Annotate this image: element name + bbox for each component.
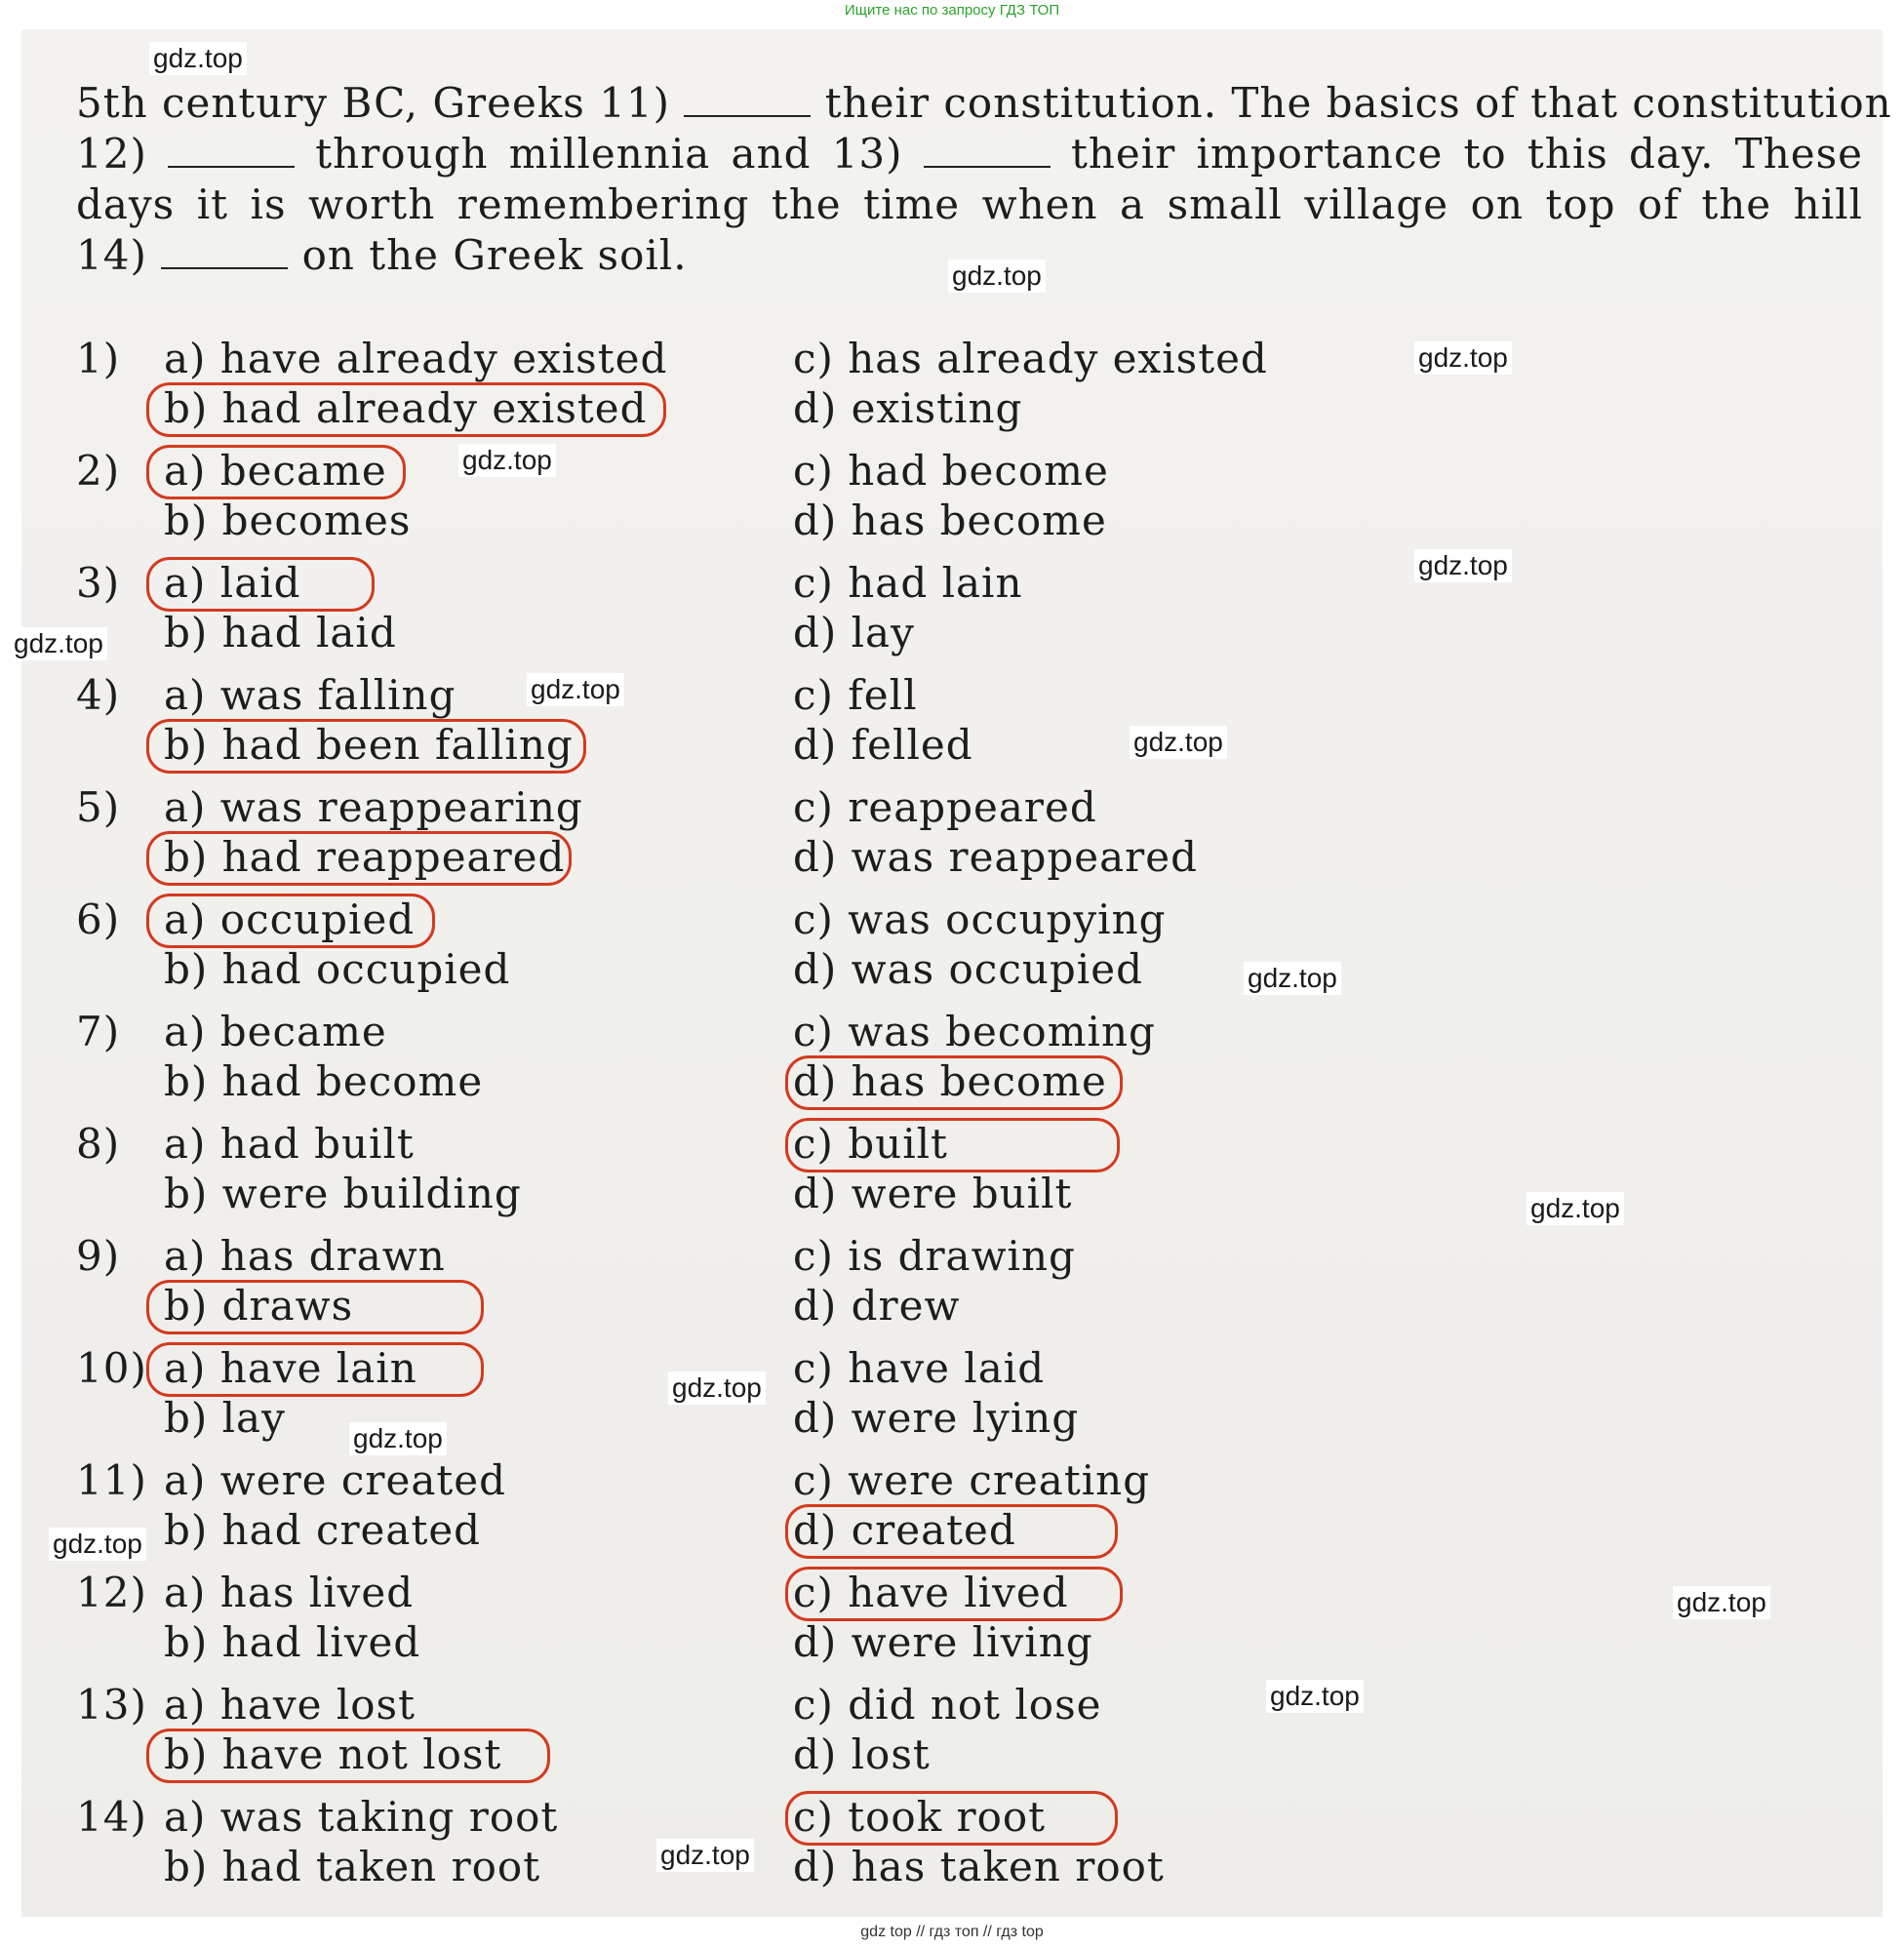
question-number: 7) (76, 1008, 121, 1055)
option-c: c) has already existed (793, 335, 1268, 382)
option-b: b) had taken root (164, 1843, 541, 1890)
answer-circle (785, 1791, 1118, 1846)
option-a: a) became (164, 1008, 387, 1055)
question-number: 8) (76, 1120, 121, 1168)
option-c: c) was occupying (793, 895, 1167, 943)
answer-circle (785, 1118, 1120, 1173)
passage (76, 78, 1892, 281)
passage-text: on the Greek soil. (301, 231, 688, 279)
answer-blank-14 (161, 234, 288, 269)
watermark: gdz.top (527, 673, 624, 706)
watermark: gdz.top (1527, 1192, 1624, 1225)
question-number: 4) (76, 671, 121, 719)
watermark: gdz.top (1130, 726, 1227, 759)
question-number: 6) (76, 895, 121, 943)
option-a: a) have already existed (164, 335, 668, 382)
passage-text: 14) (76, 231, 147, 279)
option-c: c) did not lose (793, 1681, 1102, 1729)
question-number: 10) (76, 1344, 147, 1392)
option-b: b) had created (164, 1506, 482, 1554)
option-a: a) occupied (164, 895, 416, 943)
option-d: d) drew (793, 1282, 961, 1330)
option-d: d) has taken root (793, 1843, 1165, 1890)
passage-text: their importance to this day. These (1070, 130, 1864, 178)
watermark: gdz.top (1414, 341, 1512, 375)
question-number: 11) (76, 1456, 147, 1504)
option-a: a) had built (164, 1120, 415, 1168)
answer-circle (146, 1280, 484, 1334)
passage-text: 5th century BC, Greeks 11) (76, 79, 671, 127)
option-c: c) were creating (793, 1456, 1151, 1504)
watermark: gdz.top (458, 444, 556, 477)
option-d: d) lay (793, 609, 915, 656)
question-number: 5) (76, 783, 121, 831)
watermark: gdz.top (1266, 1680, 1364, 1713)
answer-circle (146, 894, 435, 948)
watermark: gdz.top (656, 1839, 754, 1872)
question-number: 2) (76, 447, 121, 495)
option-c: c) had lain (793, 559, 1023, 607)
option-b: b) were building (164, 1170, 522, 1217)
option-c: c) is drawing (793, 1232, 1076, 1280)
option-d: d) has become (793, 1057, 1107, 1105)
answer-circle (146, 831, 572, 886)
answer-circle (146, 1729, 550, 1783)
option-b: b) had reappeared (164, 833, 566, 881)
watermark: gdz.top (349, 1422, 447, 1455)
question-number: 1) (76, 335, 121, 382)
option-b: b) had become (164, 1057, 484, 1105)
option-d: d) created (793, 1506, 1016, 1554)
bottom-banner[interactable]: gdz top // гдз топ // гдз top (860, 1924, 1044, 1940)
option-c: c) fell (793, 671, 918, 719)
answer-circle (146, 382, 666, 437)
passage-line-3: days it is worth remembering the time when a small village on top of the hill (76, 180, 1863, 228)
watermark: gdz.top (1244, 962, 1341, 995)
watermark: gdz.top (668, 1372, 766, 1405)
option-a: a) have lain (164, 1344, 417, 1392)
passage-text: 12) (76, 130, 147, 178)
watermark: gdz.top (1414, 549, 1512, 582)
option-c: c) built (793, 1120, 948, 1168)
answer-circle (785, 1504, 1118, 1559)
question-number: 12) (76, 1569, 147, 1616)
passage-text: their constitution. The basics of that constitution (824, 79, 1892, 127)
option-a: a) have lost (164, 1681, 416, 1729)
passage-line-2 (76, 129, 1863, 179)
question-number: 9) (76, 1232, 121, 1280)
answer-circle (146, 1342, 484, 1397)
option-d: d) were living (793, 1618, 1093, 1666)
option-a: a) were created (164, 1456, 506, 1504)
option-b: b) had already existed (164, 384, 648, 432)
answer-circle (785, 1055, 1123, 1110)
option-c: c) took root (793, 1793, 1047, 1841)
option-a: a) laid (164, 559, 301, 607)
watermark: gdz.top (1673, 1586, 1770, 1619)
option-c: c) had become (793, 447, 1109, 495)
option-d: d) was reappeared (793, 833, 1198, 881)
option-d: d) were built (793, 1170, 1073, 1217)
option-d: d) felled (793, 721, 973, 769)
option-b: b) had lived (164, 1618, 421, 1666)
option-a: a) has lived (164, 1569, 415, 1616)
option-d: d) were lying (793, 1394, 1080, 1442)
option-a: a) was taking root (164, 1793, 559, 1841)
option-d: d) lost (793, 1730, 931, 1778)
answer-circle (146, 719, 586, 774)
option-b: b) had occupied (164, 945, 511, 993)
option-c: c) was becoming (793, 1008, 1156, 1055)
option-a: a) has drawn (164, 1232, 446, 1280)
option-a: a) became (164, 447, 387, 495)
answer-blank-13 (924, 133, 1051, 168)
option-c: c) reappeared (793, 783, 1097, 831)
question-number: 13) (76, 1681, 147, 1729)
option-a: a) was falling (164, 671, 456, 719)
watermark: gdz.top (10, 627, 107, 660)
top-banner[interactable]: Ищите нас по запросу ГДЗ ТОП (844, 2, 1060, 19)
option-b: b) had laid (164, 609, 397, 656)
option-b: b) had been falling (164, 721, 574, 769)
option-b: b) becomes (164, 497, 412, 544)
watermark: gdz.top (948, 259, 1046, 293)
option-d: d) has become (793, 497, 1107, 544)
answer-circle (146, 557, 375, 612)
option-b: b) draws (164, 1282, 354, 1330)
passage-text: through millennia and 13) (315, 130, 903, 178)
watermark: gdz.top (149, 42, 247, 75)
option-b: b) lay (164, 1394, 286, 1442)
answer-circle (785, 1567, 1123, 1621)
option-b: b) have not lost (164, 1730, 502, 1778)
passage-line-1 (76, 78, 1892, 129)
answer-blank-12 (168, 133, 295, 168)
question-number: 3) (76, 559, 121, 607)
watermark: gdz.top (49, 1528, 146, 1561)
option-a: a) was reappearing (164, 783, 583, 831)
question-number: 14) (76, 1793, 147, 1841)
answer-blank-11 (684, 82, 811, 117)
option-d: d) existing (793, 384, 1023, 432)
option-d: d) was occupied (793, 945, 1143, 993)
option-c: c) have laid (793, 1344, 1046, 1392)
option-c: c) have lived (793, 1569, 1069, 1616)
answer-circle (146, 445, 406, 499)
